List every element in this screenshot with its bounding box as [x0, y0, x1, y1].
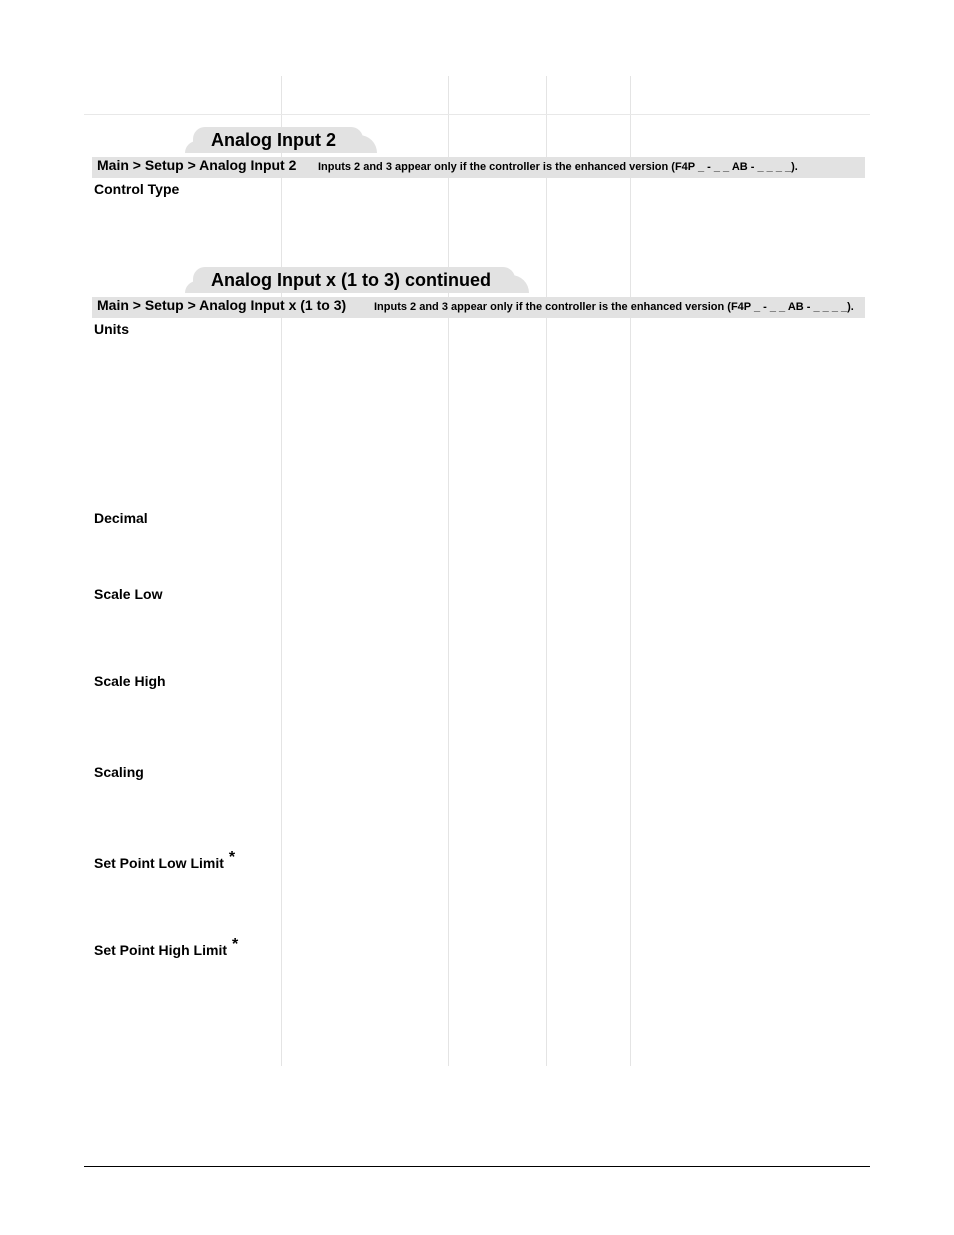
top-rule	[84, 114, 870, 115]
column-divider-2	[448, 76, 449, 1066]
row-label-control-type: Control Type	[94, 181, 180, 197]
column-divider-4	[630, 76, 631, 1066]
label-text: Set Point High Limit	[94, 942, 227, 958]
footnote-asterisk: *	[232, 936, 239, 953]
row-label-scale-high: Scale High	[94, 673, 166, 689]
row-label-set-point-low-limit	[94, 849, 236, 872]
version-note: Inputs 2 and 3 appear only if the controller is the enhanced version (F4P _ - _ _ AB - _ _ _ _).	[318, 161, 798, 173]
row-label-decimal: Decimal	[94, 510, 148, 526]
breadcrumb: Main > Setup > Analog Input x (1 to 3)	[97, 297, 347, 313]
breadcrumb-bar	[92, 157, 865, 178]
row-label-set-point-high-limit	[94, 936, 239, 959]
section-tab-analog-input-x	[193, 267, 515, 293]
version-note: Inputs 2 and 3 appear only if the controller is the enhanced version (F4P _ - _ _ AB - _ _ _ _).	[374, 301, 854, 313]
section-title: Analog Input x (1 to 3) continued	[211, 270, 491, 290]
breadcrumb: Main > Setup > Analog Input 2	[97, 157, 297, 173]
row-label-scaling: Scaling	[94, 764, 144, 780]
row-label-scale-low: Scale Low	[94, 586, 163, 602]
column-divider-1	[281, 76, 282, 1066]
section-tab-analog-input-2	[193, 127, 363, 153]
breadcrumb-bar	[92, 297, 865, 318]
row-label-units: Units	[94, 321, 129, 337]
section-title: Analog Input 2	[211, 130, 336, 150]
label-text: Set Point Low Limit	[94, 855, 224, 871]
column-divider-3	[546, 76, 547, 1066]
footnote-asterisk: *	[228, 849, 236, 866]
bottom-rule	[84, 1166, 870, 1167]
